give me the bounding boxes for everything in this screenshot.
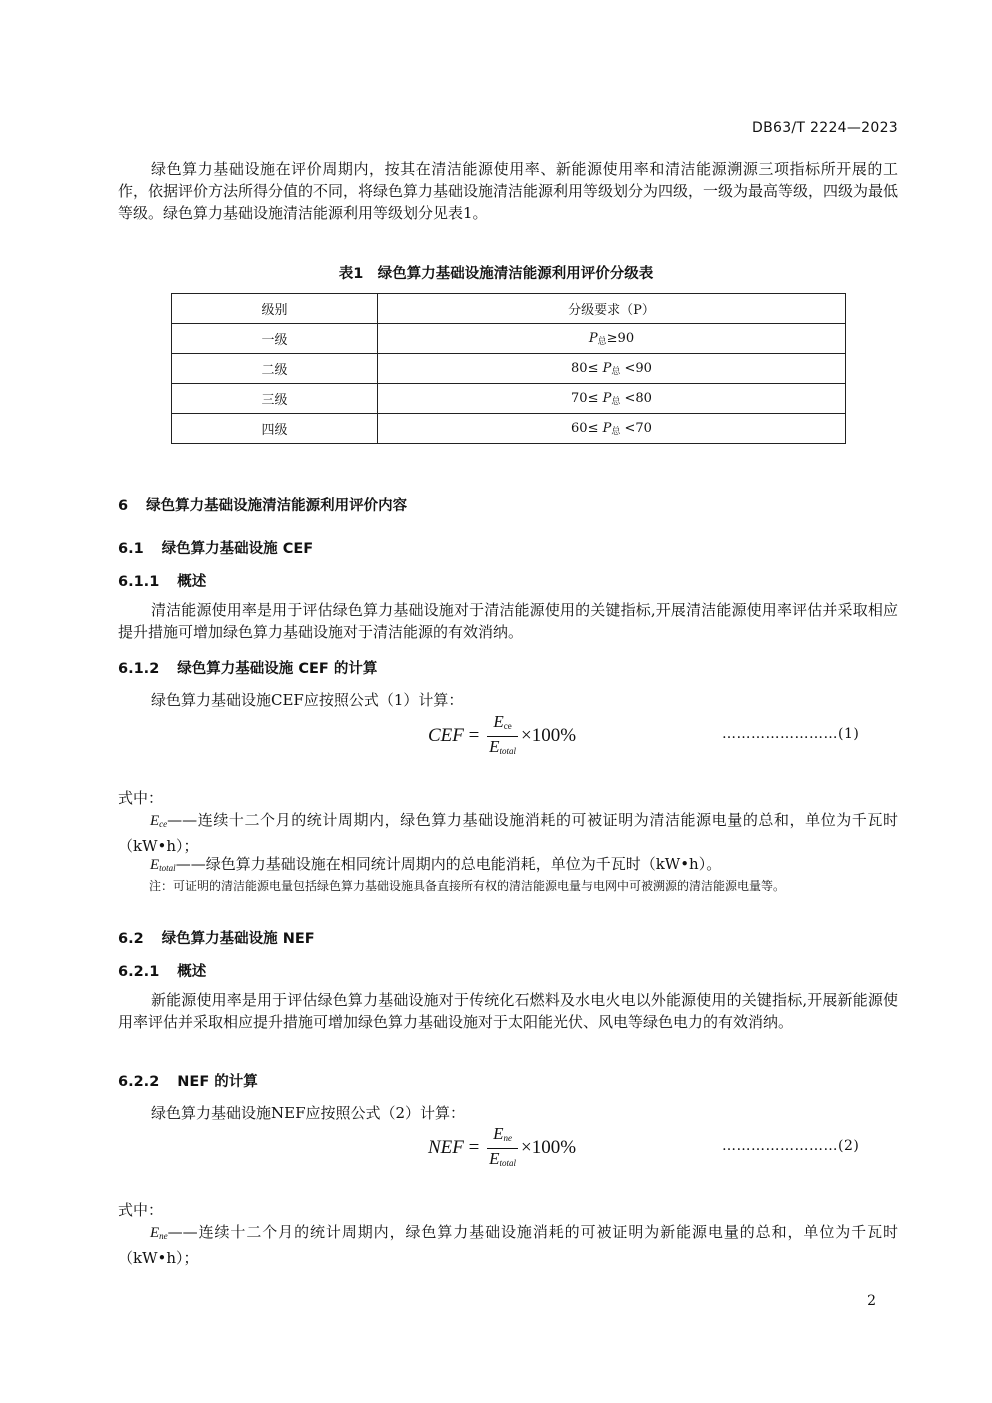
section-6-2-1-heading: 6.2.1 概述 [118,964,207,980]
section-6-1-heading: 6.1 绿色算力基础设施 CEF [118,541,314,557]
overview-nef-paragraph: 新能源使用率是用于评估绿色算力基础设施对于传统化石燃料及水电火电以外能源使用的关键指标,开展新能源使用率评估并采取相应提升措施可增加绿色算力基础设施对于太阳能光伏、风电等绿色电力的有效消纳。 [118,991,898,1031]
section-6-heading: 6 绿色算力基础设施清洁能源利用评价内容 [118,498,408,514]
section-6-2-heading: 6.2 绿色算力基础设施 NEF [118,931,315,947]
section-6-1-1-heading: 6.1.1 概述 [118,574,207,590]
level-cell: 二级 [172,354,378,384]
header-requirement: 分级要求（P） [378,294,846,324]
requirement-cell: $70\le P_总 <80$ [378,384,846,414]
level-cell: 三级 [172,384,378,414]
where-label-1: 式中： [118,789,164,807]
formula-2-intro: 绿色算力基础设施NEF应按照公式（2）计算： [151,1104,466,1122]
intro-paragraph: 绿色算力基础设施在评价周期内，按其在清洁能源使用率、新能源使用率和清洁能源溯源三项指标所开展的工作，依据评价方法所得分值的不同，将绿色算力基础设施清洁能源利用等级划分为四级，一级为最高等级，四级为最低等级。绿色算力基础设施清洁能源利用等级划分见表1。 [118,160,899,222]
formula-1-number: ……………………(1) [722,726,860,742]
table-row [172,414,846,444]
document-code: DB63/T 2224—2023 [752,120,898,136]
formula-1: CEF = $\frac{E_{ce}}{E_{total}}$ ×100% [428,712,576,761]
table-caption: 表1 绿色算力基础设施清洁能源利用评价分级表 [338,266,654,282]
definition-e-total: $E_{total}——$绿色算力基础设施在相同统计周期内的总电能消耗，单位为千瓦时（kW•h）。 [150,855,722,873]
requirement-cell: $60\le P_总 <70$ [378,414,846,444]
fraction: $\frac{E_{ce}}{E_{total}}$ [489,712,517,756]
page-number: 2 [867,1293,876,1309]
header-level: 级别 [172,294,378,324]
fraction: $\frac{E_{ne}}{E_{total}}$ [489,1124,517,1168]
section-6-2-2-heading: 6.2.2 NEF 的计算 [118,1074,258,1090]
table-row [172,354,846,384]
table-header-row [172,294,846,324]
table-row [172,324,846,354]
section-6-1-2-heading: 6.1.2 绿色算力基础设施 CEF 的计算 [118,661,378,677]
overview-cef-paragraph: 清洁能源使用率是用于评估绿色算力基础设施对于清洁能源使用的关键指标,开展清洁能源使用率评估并采取相应提升措施可增加绿色算力基础设施对于清洁能源的有效消纳。 [118,601,898,641]
requirement-cell: $P_总\ge 90$ [378,324,846,354]
formula-1-intro: 绿色算力基础设施CEF应按照公式（1）计算： [151,691,464,709]
level-cell: 一级 [172,324,378,354]
grading-table [171,293,846,444]
table-row [172,384,846,414]
definition-e-ce: $E_{ce}——$连续十二个月的统计周期内，绿色算力基础设施消耗的可被证明为清洁能源电量的总和，单位为千瓦时（kW•h）； [118,811,898,855]
formula-2: NEF = $\frac{E_{ne}}{E_{total}}$ ×100% [428,1124,576,1173]
note-1: 注：可证明的清洁能源电量包括绿色算力基础设施具备直接所有权的清洁能源电量与电网中可被溯源的清洁能源电量等。 [149,879,786,893]
formula-2-number: ……………………(2) [722,1138,860,1154]
requirement-cell: $80\le P_总 <90$ [378,354,846,384]
definition-e-ne: $E_{ne}——$连续十二个月的统计周期内，绿色算力基础设施消耗的可被证明为新能源电量的总和，单位为千瓦时（kW•h）； [118,1223,898,1267]
level-cell: 四级 [172,414,378,444]
where-label-2: 式中： [118,1201,164,1219]
